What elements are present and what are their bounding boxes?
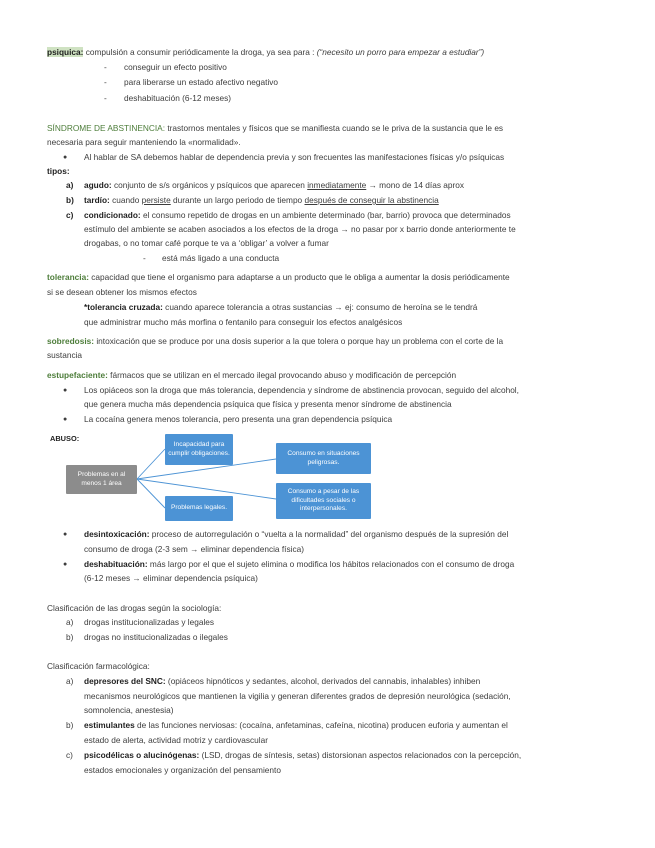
psiquica-item: para liberarse un estado afectivo negativo bbox=[124, 77, 279, 87]
deshabituacion-term: deshabituación: bbox=[84, 559, 148, 569]
farmaco-depresores: depresores del SNC: (opiáceos hipnóticos y sedantes, alcohol, derivados del cannabis, inhalables) inhiben bbox=[84, 676, 481, 686]
tolerancia-line: tolerancia: capacidad que tiene el organismo para adaptarse a un producto que le obliga a aumentar la dosis periódicamente bbox=[47, 272, 510, 282]
psiquica-line: psiquica: compulsión a consumir periódicamente la droga, ya sea para : (“necesito un porro para empezar a estudiar”) bbox=[47, 47, 485, 57]
psiquica-quote: (“necesito un porro para empezar a estudiar”) bbox=[316, 47, 485, 57]
sociologia-title: Clasificación de las drogas según la sociología: bbox=[47, 603, 222, 613]
tipos-title: tipos: bbox=[47, 166, 70, 176]
condicionado-sub: está más ligado a una conducta bbox=[162, 253, 280, 263]
abuso-center-box: Problemas en al menos 1 área bbox=[66, 465, 137, 494]
abuso-box-peligrosas: Consumo en situaciones peligrosas. bbox=[276, 443, 371, 474]
abstinencia-term: SÍNDROME DE ABSTINENCIA: bbox=[47, 123, 166, 133]
abuso-box-incapacidad: Incapacidad para cumplir obligaciones. bbox=[165, 434, 233, 465]
bullet-icon: ● bbox=[63, 531, 68, 538]
desintoxicacion-line: desintoxicación: proceso de autorregulación o “vuelta a la normalidad” del organismo después de la supresión del bbox=[84, 529, 509, 539]
abstinencia-bullet: Al hablar de SA debemos hablar de dependencia previa y son frecuentes las manifestaciones físicas y/o psíquicas bbox=[84, 152, 505, 162]
abuso-label: ABUSO: bbox=[50, 434, 80, 443]
abuso-box-legales: Problemas legales. bbox=[165, 496, 233, 521]
bullet-icon: ● bbox=[63, 387, 68, 394]
tolerancia-cruzada: *tolerancia cruzada: cuando aparece tolerancia a otras sustancias → ej: consumo de heroína se le tendrá bbox=[84, 302, 478, 312]
bullet-icon: ● bbox=[63, 561, 68, 568]
tipo-agudo: agudo: conjunto de s/s orgánicos y psíquicos que aparecen inmediatamente → mono de 14 días aprox bbox=[84, 180, 465, 190]
sobredosis-term: sobredosis: bbox=[47, 336, 95, 346]
estupefaciente-term: estupefaciente: bbox=[47, 370, 108, 380]
abuso-box-dificultades: Consumo a pesar de las dificultades sociales o interpersonales. bbox=[276, 483, 371, 519]
psiquica-item: deshabituación (6-12 meses) bbox=[124, 93, 231, 103]
estupefaciente-line: estupefaciente: fármacos que se utilizan en el mercado ilegal provocando abuso y modificación de percepción bbox=[47, 370, 457, 380]
abstinencia-line: SÍNDROME DE ABSTINENCIA: trastornos mentales y físicos que se manifiesta cuando se le priva de la sustancia que le es bbox=[47, 123, 504, 133]
psiquica-item: conseguir un efecto positivo bbox=[124, 62, 227, 72]
farmaco-estimulantes: estimulantes de las funciones nerviosas: (cocaína, anfetaminas, cafeína, nicotina) producen euforia y aumentan el bbox=[84, 720, 508, 730]
psiquica-term: psiquica: bbox=[47, 47, 84, 57]
sociologia-item: drogas institucionalizadas y legales bbox=[84, 617, 215, 627]
bullet-icon: ● bbox=[63, 416, 68, 423]
bullet-icon: ● bbox=[63, 154, 68, 161]
desintoxicacion-term: desintoxicación: bbox=[84, 529, 150, 539]
tolerancia-term: tolerancia: bbox=[47, 272, 89, 282]
deshabituacion-line: deshabituación: más largo por el que el sujeto elimina o modifica los hábitos relacionados con el consumo de droga bbox=[84, 559, 515, 569]
document-page: psiquica: compulsión a consumir periódicamente la droga, ya sea para : (“necesito un porro para empezar a estudiar”) - conseguir un efecto positivo - para liberarse un estado afectivo negativo - deshabituación (6-12 meses) SÍNDROME DE ABSTINENCIA: trastornos mentales y físicos que se manifiesta cuando se le priva de la sustancia que le es necesaria para seguir manteniendo la «normalidad». ● Al hablar de SA debemos hablar de dependencia previa y son frecuentes las manifestaciones físicas y/o psíquicas tipos: a) agudo: conjunto de s/s orgánicos y psíquicos que aparecen inmediatamente → mono de 14 días aprox b) tardío: cuando persiste durante un largo periodo de tiempo después de conseguir la abstinencia c) condicionado: el consumo repetido de drogas en un ambiente determinado (bar, barrio) provoca que determinados estímulo del ambiente se acaben asociados a los efectos de la droga → no pasar por x barrio donde anteriormente te drogabas, o no tomar café porque te va a ‘obligar’ a volver a fumar - está más ligado a una conducta tolerancia: capacidad que tiene el organismo para adaptarse a un producto que le obliga a aumentar la dosis periódicamente si se desean obtener los mismos efectos *tolerancia cruzada: cuando aparece tolerancia a otras sustancias → ej: consumo de heroína se le tendrá que administrar mucho más morfina o fentanilo para conseguir los efectos analgésicos sobredosis: intoxicación que se produce por una dosis superior a la que tolera o porque hay un problema con el corte de la sustancia estupefaciente: fármacos que se utilizan en el mercado ilegal provocando abuso y modificación de percepción ● Los opiáceos son la droga que más tolerancia, dependencia y síndrome de abstinencia provocan, seguido del alcohol, que genera mucha más dependencia psíquica que física y presenta menor síndrome de abstinencia ● La cocaína genera menos tolerancia, pero presenta una gran dependencia psíquica ABUSO: Problemas en al menos 1 área Incapacidad para cumplir obligaciones. Problemas legales. Consumo en situaciones peligrosas. Consumo a pesar de las dificultades sociales o interpersonales. ● desintoxicación: proceso de autorregulación o “vuelta a la normalidad” del organismo después de la supresión del consumo de droga (2-3 sem → eliminar dependencia física) ● deshabituación: más largo por el que el sujeto elimina o modifica los hábitos relacionados con el consumo de droga (6-12 meses → eliminar dependencia psíquica) Clasificación de las drogas según la sociología: a) drogas institucionalizadas y legales b) drogas no institucionalizadas o ilegales Clasificación farmacológica: a) depresores del SNC: (opiáceos hipnóticos y sedantes, alcohol, derivados del cannabis, inhalables) inhiben mecanismos neurológicos que mantienen la vigilia y generan diferentes grados de depresión neurológica (sedación, somnolencia, anestesia) b) estimulantes de las funciones nerviosas: (cocaína, anfetaminas, cafeína, nicotina) producen euforia y aumentan el estado de alerta, actividad motriz y cardiovascular c) psicodélicas o alucinógenas: (LSD, drogas de síntesis, setas) distorsionan aspectos relacionados con la percepción, estados emocionales y organización del pensamiento bbox=[0, 0, 655, 848]
farmaco-title: Clasificación farmacológica: bbox=[47, 661, 150, 671]
sobredosis-line: sobredosis: intoxicación que se produce por una dosis superior a la que tolera o porque hay un problema con el corte de la bbox=[47, 336, 504, 346]
farmaco-psicodelicas: psicodélicas o alucinógenas: (LSD, drogas de síntesis, setas) distorsionan aspectos relacionados con la percepción, bbox=[84, 750, 522, 760]
tipo-tardio: tardío: cuando persiste durante un largo periodo de tiempo después de conseguir la abstinencia bbox=[84, 195, 439, 205]
sociologia-item: drogas no institucionalizadas o ilegales bbox=[84, 632, 228, 642]
tipo-condicionado: condicionado: el consumo repetido de drogas en un ambiente determinado (bar, barrio) provoca que determinados bbox=[84, 210, 511, 220]
